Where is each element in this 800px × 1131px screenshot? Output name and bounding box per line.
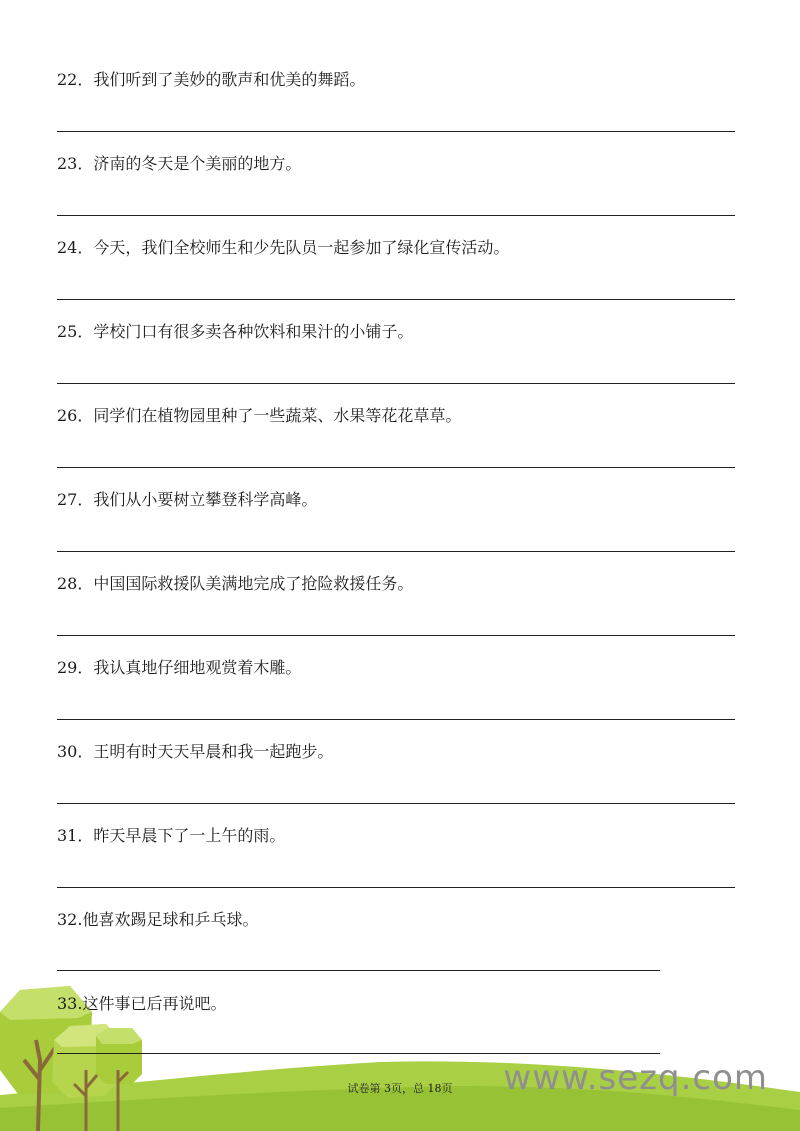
answer-line[interactable] [57, 551, 735, 552]
watermark: www.sezq.com [503, 1058, 768, 1098]
answer-line[interactable] [57, 635, 735, 636]
question-text: 昨天早晨下了一上午的雨。 [93, 826, 286, 845]
question-item [57, 658, 301, 678]
question-text: 我们听到了美妙的歌声和优美的舞蹈。 [93, 70, 366, 89]
question-item [57, 154, 301, 174]
answer-line[interactable] [57, 1053, 660, 1054]
answer-line[interactable] [57, 383, 735, 384]
answer-line[interactable] [57, 887, 735, 888]
answer-line[interactable] [57, 719, 735, 720]
question-item [57, 742, 333, 762]
question-item [57, 490, 317, 510]
question-item [57, 406, 461, 426]
question-number: 30． [57, 742, 94, 761]
question-item [57, 826, 285, 846]
question-number: 23． [57, 154, 94, 173]
question-number: 26． [57, 406, 94, 425]
question-item [57, 994, 226, 1014]
question-item [57, 322, 413, 342]
question-number: 32. [57, 910, 83, 929]
page-footer: 试卷第 3页，总 18页 [347, 1082, 453, 1095]
question-item [57, 238, 509, 258]
answer-line[interactable] [57, 467, 735, 468]
answer-line[interactable] [57, 803, 735, 804]
answer-line[interactable] [57, 970, 660, 971]
question-text: 中国国际救援队美满地完成了抢险救援任务。 [93, 574, 414, 593]
question-number: 33. [57, 994, 83, 1013]
question-text: 这件事已后再说吧。 [82, 994, 227, 1013]
question-text: 今天，我们全校师生和少先队员一起参加了绿化宣传活动。 [93, 238, 510, 257]
question-text: 济南的冬天是个美丽的地方。 [93, 154, 302, 173]
question-number: 31． [57, 826, 94, 845]
answer-line[interactable] [57, 299, 735, 300]
question-item [57, 910, 258, 930]
question-item [57, 70, 365, 90]
question-item [57, 574, 413, 594]
question-number: 24． [57, 238, 94, 257]
question-number: 29． [57, 658, 94, 677]
question-text: 学校门口有很多卖各种饮料和果汁的小铺子。 [93, 322, 414, 341]
question-text: 同学们在植物园里种了一些蔬菜、水果等花花草草。 [93, 406, 462, 425]
answer-line[interactable] [57, 215, 735, 216]
question-number: 25． [57, 322, 94, 341]
question-text: 我们从小要树立攀登科学高峰。 [93, 490, 318, 509]
question-number: 27． [57, 490, 94, 509]
question-text: 我认真地仔细地观赏着木雕。 [93, 658, 302, 677]
question-number: 22． [57, 70, 94, 89]
question-text: 他喜欢踢足球和乒乓球。 [82, 910, 259, 929]
question-number: 28． [57, 574, 94, 593]
question-text: 王明有时天天早晨和我一起跑步。 [93, 742, 334, 761]
answer-line[interactable] [57, 131, 735, 132]
